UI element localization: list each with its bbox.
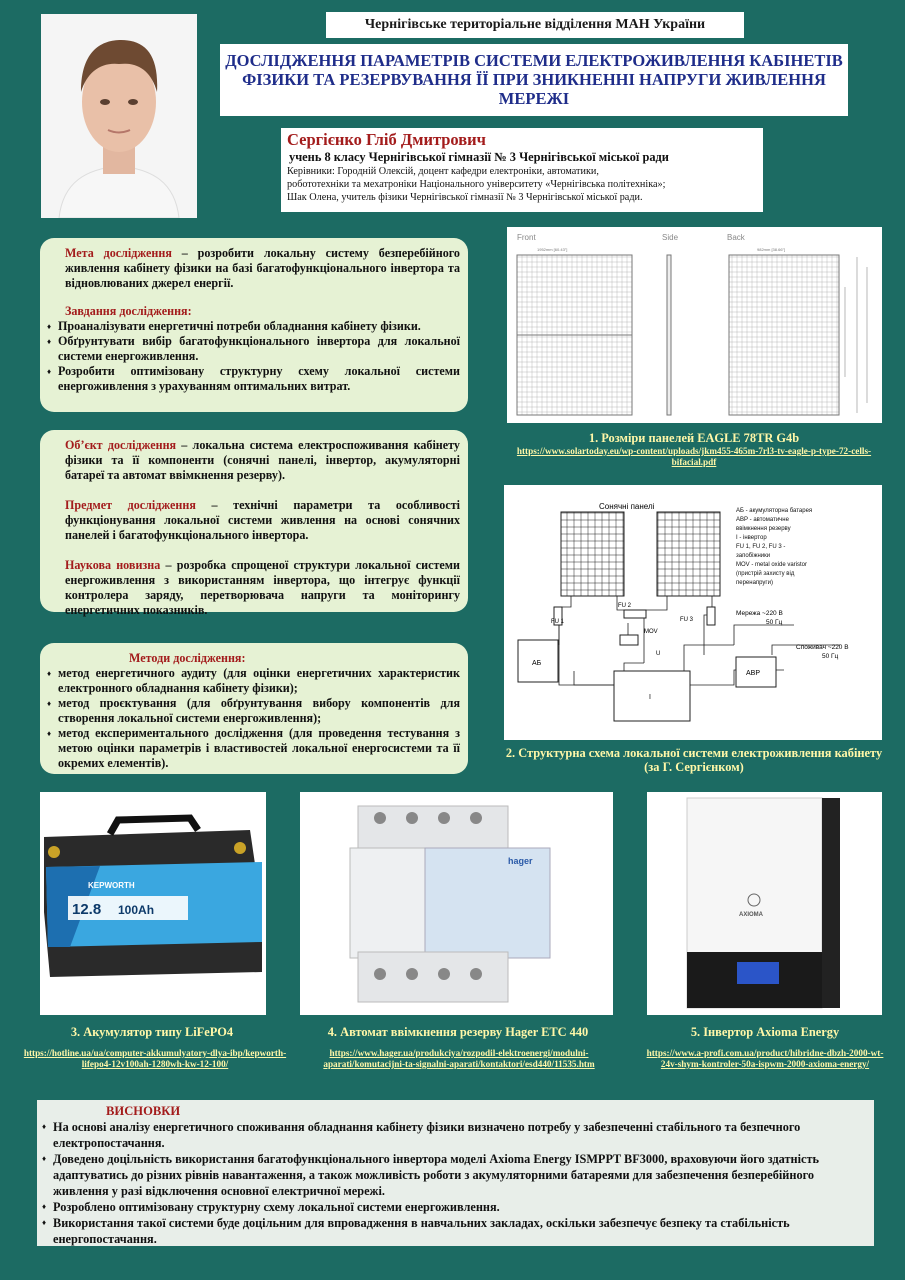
list-item: ♦ Розробити оптимізовану структурну схему локальної системи енергоживлення з урахуванням оптимальних витрат. [47, 364, 460, 394]
mov-varistor [620, 635, 638, 645]
contactor-brand: hager [508, 856, 533, 866]
conclusions-label: ВИСНОВКИ [106, 1104, 181, 1118]
battery-spec-voltage: 12.8 [72, 901, 102, 918]
avr-label: АВР [746, 670, 761, 677]
inverter-brand: AXIOMA [739, 912, 763, 918]
fu1-label: FU 1 [551, 619, 565, 625]
fuse-fu3 [707, 607, 715, 625]
contactor-photo [300, 792, 613, 1015]
svg-text:ввімкнення резерву: ввімкнення резерву [736, 526, 791, 532]
panel-back [729, 255, 839, 415]
contactor-screw [470, 812, 482, 824]
supervisors-line: Керівники: Городній Олексій, доцент кафедри електроніки, автоматики, [287, 166, 599, 177]
object-paragraph [47, 438, 460, 483]
contactor-screw [406, 812, 418, 824]
list-item: ♦ метод експериментального дослідження (для проведення тестування з метою оцінки параметрів і властивостей локальної енергосистеми та її окремих елементів). [47, 726, 460, 771]
subject-label: Предмет дослідження [65, 498, 196, 512]
battery-brand: KEPWORTH [88, 881, 135, 890]
tasks-label: Завдання дослідження: [65, 304, 192, 318]
figure1-link[interactable]: https://www.solartoday.eu/wp-content/uploads/jkm455-465m-7rl3-tv-eagle-p-type-72-cells-bifacial.pdf [516, 446, 872, 467]
svg-text:запобіжники: запобіжники [736, 553, 771, 559]
list-item: ♦ Проаналізувати енергетичні потреби обладнання кабінету фізики. [47, 319, 460, 334]
grid-label: Мережа ~220 В [736, 610, 783, 617]
subject-paragraph [47, 498, 460, 543]
list-item: ♦ Використання такої системи буде доцільним для впровадження в навчальних закладах, оскільки забезпечує безпеку та стабільність енергопостачання. [42, 1215, 868, 1247]
list-item: ♦ Доведено доцільність використання багатофункціонального інвертора моделі Axioma Energy ISMPPT BF3000, враховуючи його здатність адаптуватись до різних рівнів навантаження, а також можливість роботи з акумуляторними батареями для забезпечення безперебійного живлення у разі відключення основної електричної мережі. [42, 1151, 868, 1199]
solar-panel [657, 512, 720, 596]
subject-text: – технічні параметри та особливості функціонування локальної системи живлення на основі сонячних панелей і багатофункціонального інвертора. [65, 498, 460, 542]
svg-text:І - інвертор: І - інвертор [736, 535, 767, 541]
inverter-caption: 5. Інвертор Axioma Energy [690, 1025, 840, 1039]
fu2-label: FU 2 [618, 603, 632, 609]
object-label: Об’єкт дослідження [65, 438, 177, 452]
list-item: ♦ метод енергетичного аудиту (для оцінки енергетичних характеристик електронного обладнання кабінету фізики); [47, 666, 460, 696]
methods-label: Методи дослідження: [129, 651, 246, 665]
methods-list [47, 666, 460, 771]
svg-text:перенапруги): перенапруги) [736, 580, 773, 586]
novelty-paragraph [47, 558, 460, 618]
contactor-screw [438, 968, 450, 980]
author-box [281, 128, 763, 212]
battery-terminal [234, 842, 246, 854]
svg-text:(пристрій захисту від: (пристрій захисту від [736, 571, 795, 577]
grid-hz-label: 50 Гц [766, 619, 783, 626]
author-name: Сергієнко Гліб Дмитрович [287, 130, 486, 149]
supervisors-line: Шак Олена, учитель фізики Чернігівської гімназії № 3 Чернігівської міської ради. [287, 192, 643, 203]
dim-back: 982mm [38.66"] [757, 247, 786, 252]
svg-text:АВР - автоматичне: АВР - автоматичне [736, 517, 789, 523]
contactor-screw [470, 968, 482, 980]
methods-card [40, 643, 468, 774]
aim-text: – розробити локальну систему безперебійного живлення кабінету фізики на базі багатофункціонального інвертора та відновлюваних джерел енергії. [65, 246, 460, 290]
contactor-screw [406, 968, 418, 980]
novelty-text: – розробка спрощеної структури локальної системи енергоживлення з використанням інвертора, що інтегрує функції контролера заряду, перетворювача напруги та моніторингу енергетичних показників. [65, 558, 460, 617]
figure2-caption: 2. Структурна схема локальної системи електроживлення кабінету (за Г. Сергієнком) [505, 746, 883, 774]
author-photo [41, 14, 197, 218]
object-card [40, 430, 468, 617]
contactor-link[interactable]: https://www.hager.ua/produkciya/rozpodil-elektroenergi/modulni-aparati/komutacijni-ta-signalni-aparati/kontaktori/esd440/11535.htm [323, 1048, 595, 1069]
poster-title: ДОСЛІДЖЕННЯ ПАРАМЕТРІВ СИСТЕМИ ЕЛЕКТРОЖИВЛЕННЯ КАБІНЕТІВ ФІЗИКИ ТА РЕЗЕРВУВАННЯ ЇЇ ПРИ ЗНИКНЕННІ НАПРУГИ ЖИВЛЕННЯ МЕРЕЖІ [220, 44, 848, 116]
battery-terminal [48, 846, 60, 858]
fu3-label: FU 3 [680, 617, 694, 623]
novelty-label: Наукова новизна [65, 558, 161, 572]
list-item: ♦ Розроблено оптимізовану структурну схему локальної системи енергоживлення. [42, 1199, 868, 1215]
inverter-label: I [649, 694, 651, 701]
solar-panels-label: Сонячні панелі [599, 502, 655, 511]
ab-label: АБ [532, 660, 542, 667]
aim-paragraph [47, 246, 460, 291]
aim-card [40, 238, 468, 412]
battery-caption: 3. Акумулятор типу LiFePO4 [70, 1025, 234, 1039]
svg-text:MOV - metal oxide varistor: MOV - metal oxide varistor [736, 562, 808, 568]
label-side: Side [662, 233, 679, 242]
portrait-image [41, 14, 197, 218]
inverter-side [822, 798, 840, 1008]
battery-link[interactable]: https://hotline.ua/ua/computer-akkumulyatory-dlya-ibp/kepworth-lifepo4-12v100ah-1280wh-kw-12-100/ [23, 1048, 287, 1069]
inverter-display [737, 962, 779, 984]
contactor-screw [374, 968, 386, 980]
consumer-label: Споживач ~220 В [796, 644, 849, 651]
list-item: ♦ Обґрунтувати вибір багатофункціонального інвертора для локальної системи енергоживлення. [47, 334, 460, 364]
consumer-hz-label: 50 Гц [822, 653, 839, 660]
object-text: – локальна система електроспоживання кабінету фізики та її компоненти (сонячні панелі, інвертор, акумуляторні батареї та автомат ввімкнення резерву). [65, 438, 460, 482]
contactor-screw [374, 812, 386, 824]
contactor-screw [438, 812, 450, 824]
battery-spec-capacity: 100Ah [118, 903, 155, 917]
list-item: ♦ метод проєктування (для обґрунтування вибору компонентів для створення локальної системи енергоживлення); [47, 696, 460, 726]
solar-panel [561, 512, 624, 596]
figure1-caption: 1. Розміри панелей EAGLE 78TR G4b [588, 431, 800, 445]
tasks-list [47, 319, 460, 394]
inverter-block [614, 671, 690, 721]
organization-banner: Чернігівське територіальне відділення МАН України [326, 12, 744, 38]
fuse-fu2 [624, 610, 646, 618]
scheme-wires [559, 596, 840, 685]
conclusions-list [42, 1119, 868, 1247]
battery-photo [40, 792, 266, 1015]
mov-label: MOV [644, 629, 658, 635]
aim-label: Мета дослідження [65, 246, 172, 260]
supervisors-line: робототехніки та мехатроніки Національного університету «Чернігівська політехніка»; [287, 179, 666, 190]
structure-scheme-figure [504, 485, 882, 740]
inverter-link[interactable]: https://www.a-profi.com.ua/product/hibridne-dbzh-2000-wt-24v-shym-kontroler-50a-ispwm-2000-axioma-energy/ [646, 1048, 884, 1069]
author-role: учень 8 класу Чернігівської гімназії № 3 Чернігівської міської ради [289, 150, 669, 164]
label-front: Front [517, 233, 536, 242]
svg-text:FU 1, FU 2, FU 3 -: FU 1, FU 2, FU 3 - [736, 544, 786, 550]
label-back: Back [727, 233, 745, 242]
conclusions-box [37, 1100, 874, 1246]
inverter-photo [647, 792, 882, 1015]
list-item: ♦ На основі аналізу енергетичного споживання обладнання кабінету фізики визначено потребу у забезпеченні стабільного та безпечного електропостачання. [42, 1119, 868, 1151]
dim-front: 1952mm [60.43"] [537, 247, 568, 252]
scheme-legend [736, 508, 812, 586]
u-label: U [656, 651, 661, 657]
svg-text:АБ - акумуляторна батарея: АБ - акумуляторна батарея [736, 508, 813, 514]
panel-side [667, 255, 671, 415]
contactor-caption: 4. Автомат ввімкнення резерву Hager ETC 440 [327, 1025, 589, 1039]
panel-dimensions-figure [507, 227, 882, 423]
